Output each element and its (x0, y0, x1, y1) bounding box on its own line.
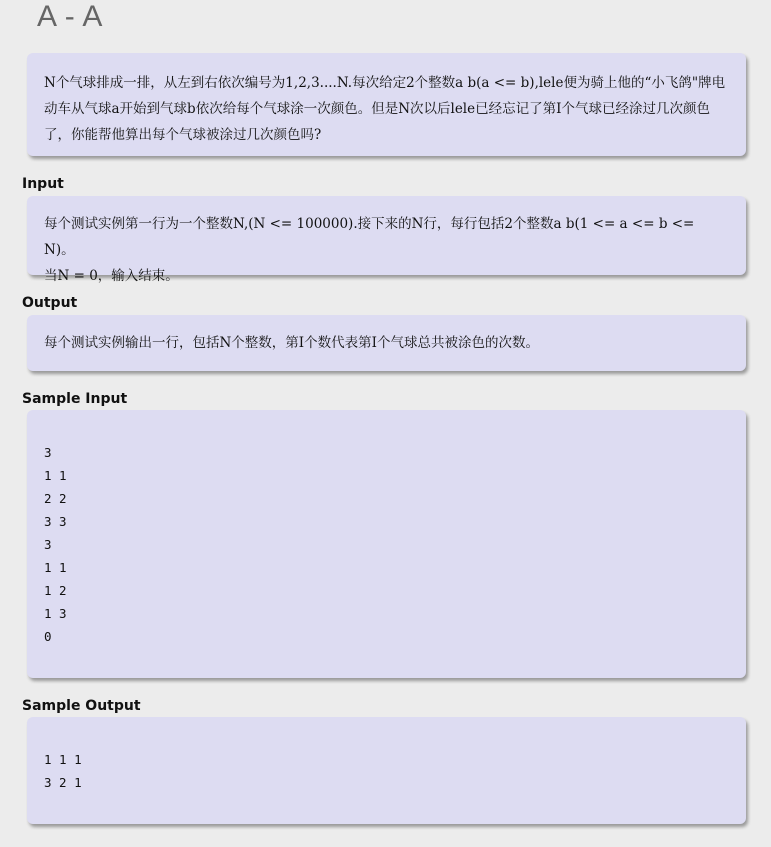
input-card (27, 196, 746, 284)
sample-input-label: Sample Input (22, 391, 128, 407)
page-title: A - A (37, 0, 103, 33)
output-card (27, 315, 746, 371)
description-text: N个气球排成一排，从左到右依次编号为1,2,3....N.每次给定2个整数a b(a <= b),lele便为骑上他的“小飞鸽"牌电动车从气球a开始到气球b依次给每个气球涂一次颜色。但是N次以后lele已经忘记了第I个气球已经涂过几次颜色了，你能帮他算出每个气球被涂过几次颜色吗? (44, 75, 726, 143)
output-text: 每个测试实例输出一行，包括N个整数，第I个数代表第I个气球总共被涂色的次数。 (44, 335, 539, 351)
sample-input-card (27, 410, 746, 678)
description-card (27, 53, 746, 156)
input-label: Input (22, 176, 64, 192)
input-text: 每个测试实例第一行为一个整数N,(N <= 100000).接下来的N行，每行包括2个整数a b(1 <= a <= b <= N)。 当N = 0，输入结束。 (44, 216, 695, 284)
sample-output-label: Sample Output (22, 698, 141, 714)
sample-output-card (27, 717, 746, 824)
sample-output-code: 1 1 1 3 2 1 (44, 752, 82, 790)
output-label: Output (22, 295, 78, 311)
sample-input-code: 3 1 1 2 2 3 3 3 1 1 1 2 1 3 0 (44, 445, 67, 644)
